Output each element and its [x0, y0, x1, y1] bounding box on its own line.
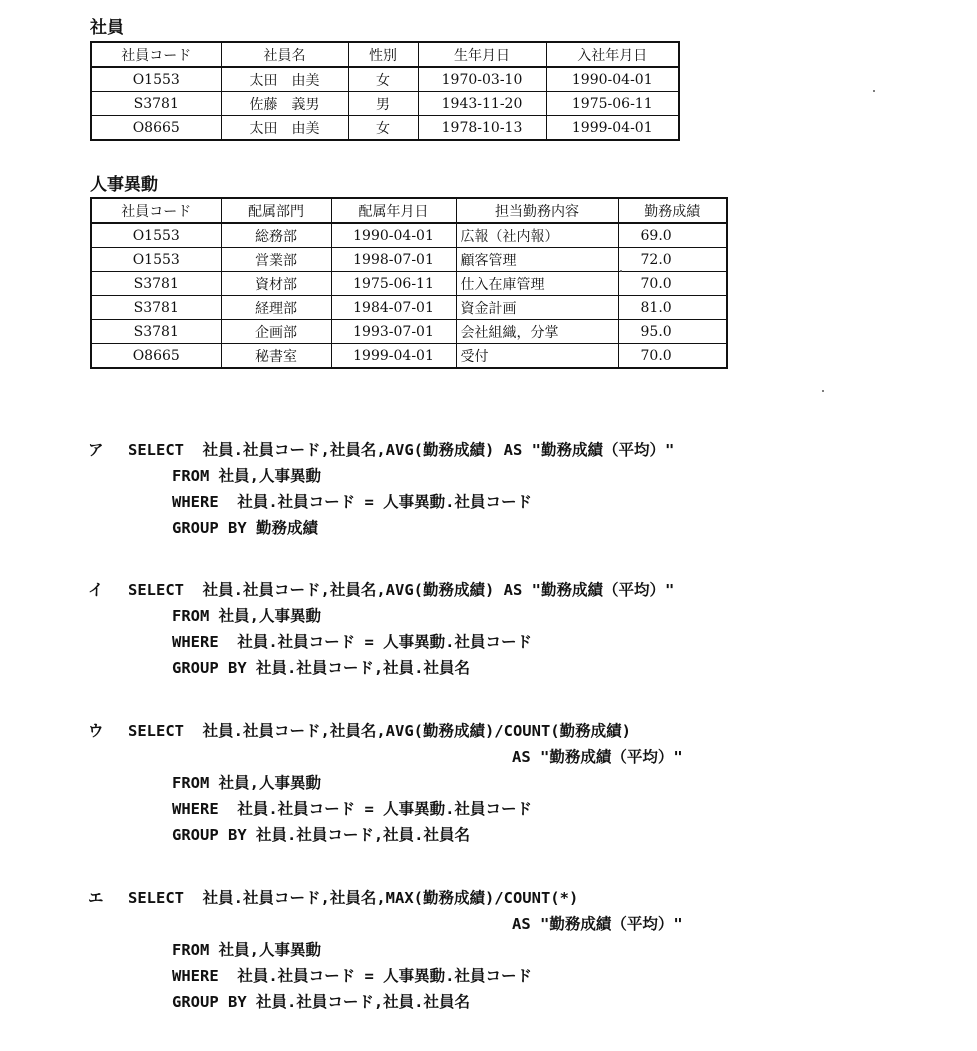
table-header-row — [91, 42, 679, 67]
table-cell: 70.0 — [618, 272, 727, 296]
table-cell: 1993-07-01 — [331, 320, 456, 344]
from-clause: FROM 社員,人事異動 — [172, 941, 321, 959]
table-cell: S3781 — [91, 320, 221, 344]
table-cell: 70.0 — [618, 344, 727, 369]
table-cell: O8665 — [91, 344, 221, 369]
column-header: 社員コード — [91, 42, 221, 67]
option-u — [88, 718, 683, 848]
option-e — [88, 885, 683, 1015]
table-row — [91, 67, 679, 92]
column-header: 社員コード — [91, 198, 221, 223]
as-clause: AS "勤務成績（平均）" — [512, 748, 683, 766]
table-cell: 広報（社内報） — [456, 223, 618, 248]
group-by-clause: GROUP BY 勤務成績 — [172, 519, 318, 537]
table-cell: 太田 由美 — [221, 67, 348, 92]
table-cell: 1999-04-01 — [546, 116, 679, 141]
table-cell: 1943-11-20 — [418, 92, 546, 116]
option-i — [88, 577, 674, 681]
where-clause: WHERE 社員.社員コード = 人事異動.社員コード — [172, 967, 532, 985]
employee-table — [90, 41, 680, 141]
table-cell: 受付 — [456, 344, 618, 369]
table-cell: 太田 由美 — [221, 116, 348, 141]
table-cell: 1999-04-01 — [331, 344, 456, 369]
from-clause: FROM 社員,人事異動 — [172, 607, 321, 625]
where-clause: WHERE 社員.社員コード = 人事異動.社員コード — [172, 800, 532, 818]
scan-speck — [822, 390, 824, 392]
table-cell: 1978-10-13 — [418, 116, 546, 141]
employee-table-caption: 社員 — [90, 18, 124, 38]
table-row — [91, 296, 727, 320]
table-cell: 秘書室 — [221, 344, 331, 369]
table-cell: 1990-04-01 — [331, 223, 456, 248]
table-row — [91, 92, 679, 116]
table-cell: 81.0 — [618, 296, 727, 320]
table-cell: 企画部 — [221, 320, 331, 344]
select-clause: SELECT 社員.社員コード,社員名,AVG(勤務成績)/COUNT(勤務成績) — [128, 722, 631, 740]
column-header: 社員名 — [221, 42, 348, 67]
transfer-table — [90, 197, 728, 369]
table-cell: 女 — [348, 67, 418, 92]
column-header: 性別 — [348, 42, 418, 67]
option-mark: イ — [88, 580, 104, 599]
table-cell: 資材部 — [221, 272, 331, 296]
column-header: 配属部門 — [221, 198, 331, 223]
select-clause: SELECT 社員.社員コード,社員名,AVG(勤務成績) AS "勤務成績（平均）" — [128, 581, 675, 599]
table-cell: 72.0 — [618, 248, 727, 272]
option-mark: エ — [88, 888, 104, 907]
table-cell: 経理部 — [221, 296, 331, 320]
table-cell: 1998-07-01 — [331, 248, 456, 272]
table-row — [91, 344, 727, 369]
table-cell: 95.0 — [618, 320, 727, 344]
table-row — [91, 272, 727, 296]
group-by-clause: GROUP BY 社員.社員コード,社員.社員名 — [172, 826, 470, 844]
option-a — [88, 437, 674, 541]
column-header: 担当勤務内容 — [456, 198, 618, 223]
table-row — [91, 320, 727, 344]
table-cell: S3781 — [91, 92, 221, 116]
group-by-clause: GROUP BY 社員.社員コード,社員.社員名 — [172, 659, 470, 677]
table-cell: 1970-03-10 — [418, 67, 546, 92]
table-cell: O1553 — [91, 67, 221, 92]
table-cell: S3781 — [91, 272, 221, 296]
column-header: 勤務成績 — [618, 198, 727, 223]
column-header: 入社年月日 — [546, 42, 679, 67]
table-header-row — [91, 198, 727, 223]
table-cell: 仕入在庫管理 — [456, 272, 618, 296]
table-cell: O8665 — [91, 116, 221, 141]
column-header: 配属年月日 — [331, 198, 456, 223]
table-cell: 1984-07-01 — [331, 296, 456, 320]
from-clause: FROM 社員,人事異動 — [172, 467, 321, 485]
where-clause: WHERE 社員.社員コード = 人事異動.社員コード — [172, 633, 532, 651]
select-clause: SELECT 社員.社員コード,社員名,AVG(勤務成績) AS "勤務成績（平均）" — [128, 441, 675, 459]
table-cell: 総務部 — [221, 223, 331, 248]
table-cell: S3781 — [91, 296, 221, 320]
table-cell: 69.0 — [618, 223, 727, 248]
select-clause: SELECT 社員.社員コード,社員名,MAX(勤務成績)/COUNT(*) — [128, 889, 579, 907]
table-cell: 資金計画 — [456, 296, 618, 320]
where-clause: WHERE 社員.社員コード = 人事異動.社員コード — [172, 493, 532, 511]
table-cell: O1553 — [91, 223, 221, 248]
table-cell: 1975-06-11 — [546, 92, 679, 116]
option-mark: ア — [88, 440, 104, 459]
table-cell: O1553 — [91, 248, 221, 272]
column-header: 生年月日 — [418, 42, 546, 67]
transfer-table-caption: 人事異動 — [90, 175, 158, 195]
scan-speck — [873, 90, 875, 92]
table-cell: 会社組織，分掌 — [456, 320, 618, 344]
as-clause: AS "勤務成績（平均）" — [512, 915, 683, 933]
from-clause: FROM 社員,人事異動 — [172, 774, 321, 792]
table-cell: 1990-04-01 — [546, 67, 679, 92]
table-cell: 顧客管理 — [456, 248, 618, 272]
table-cell: 女 — [348, 116, 418, 141]
table-cell: 営業部 — [221, 248, 331, 272]
table-cell: 1975-06-11 — [331, 272, 456, 296]
table-row — [91, 248, 727, 272]
table-row — [91, 116, 679, 141]
option-mark: ウ — [88, 721, 104, 740]
table-cell: 男 — [348, 92, 418, 116]
table-cell: 佐藤 義男 — [221, 92, 348, 116]
scan-speck — [620, 270, 622, 272]
table-row — [91, 223, 727, 248]
group-by-clause: GROUP BY 社員.社員コード,社員.社員名 — [172, 993, 470, 1011]
